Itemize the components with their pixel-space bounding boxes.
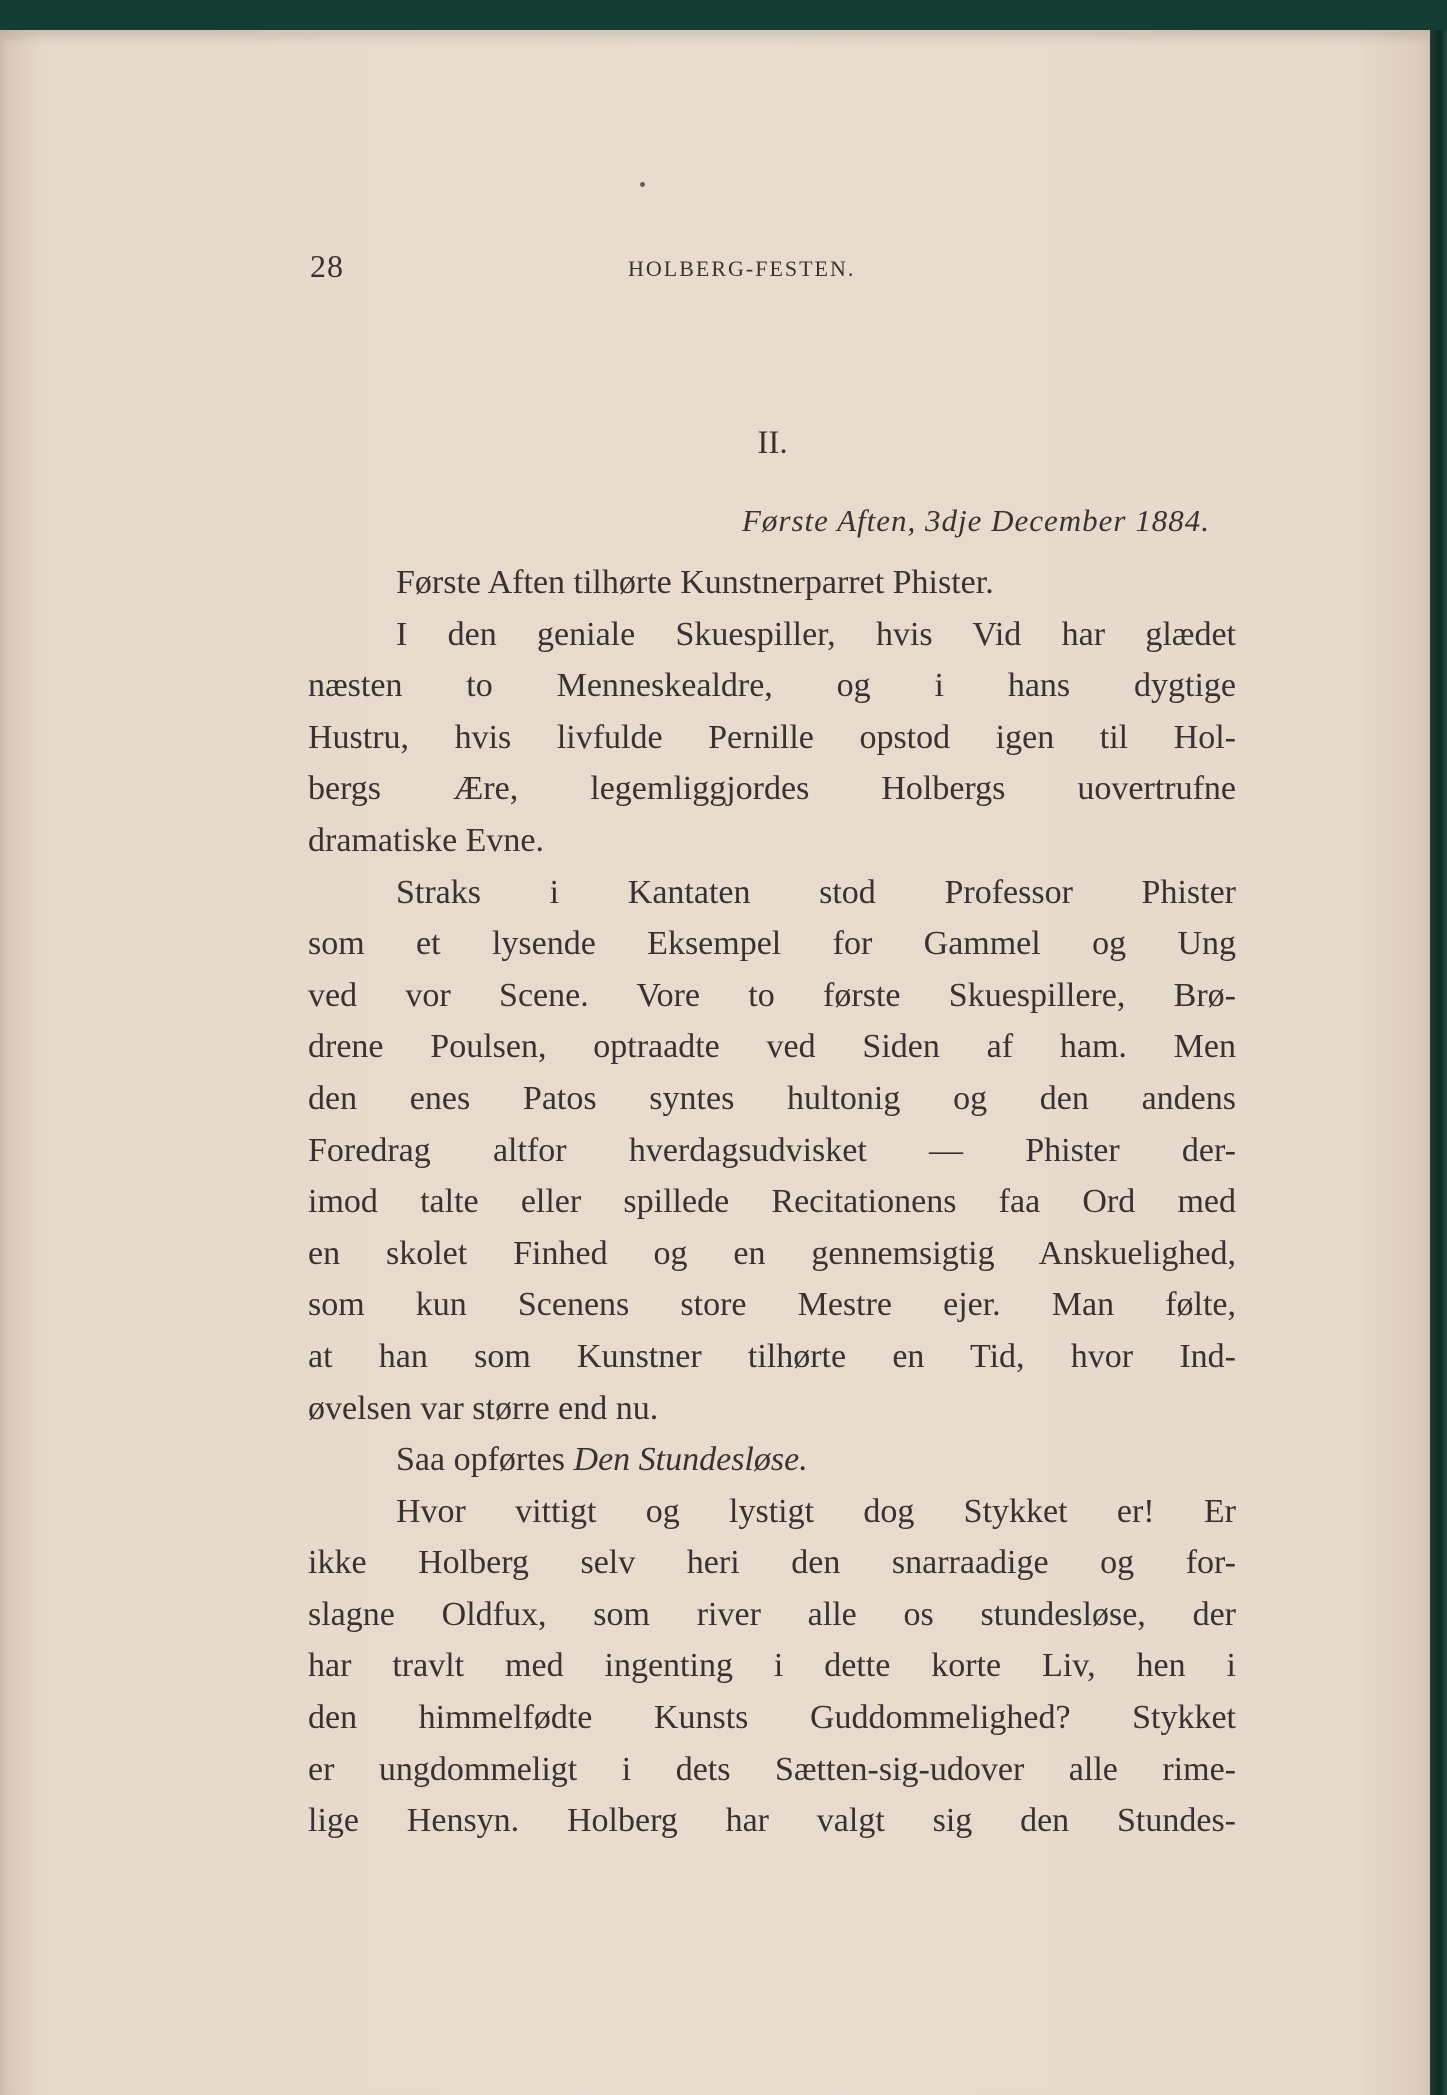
text-line: Straks i Kantaten stod Professor Phister [396, 873, 1236, 911]
text-line: Foredrag altfor hverdagsudvisket — Phister der- [308, 1131, 1236, 1169]
text-line: dramatiske Evne. [308, 821, 545, 859]
paper-speck [640, 182, 645, 187]
dateline: Første Aften, 3dje December 1884. [741, 503, 1210, 538]
text-line: drene Poulsen, optraadte ved Siden af ham. Men [308, 1028, 1236, 1066]
text-line: øvelsen var større end nu. [308, 1389, 659, 1427]
text-line: næsten to Menneskealdre, og i hans dygtige [308, 667, 1236, 705]
text-line: den himmelfødte Kunsts Guddommelighed? Stykket [308, 1699, 1236, 1737]
text-line: at han som Kunstner tilhørte en Tid, hvor Ind- [308, 1337, 1236, 1375]
text-line: en skolet Finhed og en gennemsigtig Anskuelighed, [308, 1234, 1236, 1272]
play-title: Den Stundesløse. [573, 1441, 808, 1479]
text-line [308, 1434, 1236, 1486]
text-line: Hustru, hvis livfulde Pernille opstod igen til Hol- [308, 718, 1236, 756]
text-line: imod talte eller spillede Recitationens faa Ord med [308, 1183, 1236, 1221]
running-title: HOLBERG-FESTEN. [628, 256, 856, 281]
text-line: Hvor vittigt og lystigt dog Stykket er! Er [396, 1492, 1236, 1530]
text-prefix: Saa opførtes [396, 1441, 574, 1479]
text-line: lige Hensyn. Holberg har valgt sig den Stundes- [308, 1802, 1236, 1840]
text-line: er ungdommeligt i dets Sætten-sig-udover alle rime- [308, 1750, 1236, 1788]
text-line: ved vor Scene. Vore to første Skuespillere, Brø- [308, 976, 1236, 1014]
running-head [310, 248, 920, 288]
book-cover-edge [1430, 30, 1447, 2095]
page-number: 28 [310, 248, 344, 284]
text-line: ikke Holberg selv heri den snarraadige og for- [308, 1544, 1236, 1582]
text-line: som et lysende Eksempel for Gammel og Ung [308, 925, 1236, 963]
text-line: bergs Ære, legemliggjordes Holbergs uovertrufne [308, 770, 1236, 808]
body-text [308, 557, 1236, 1847]
text-line: Første Aften tilhørte Kunstnerparret Phister. [396, 564, 994, 601]
text-line: som kun Scenens store Mestre ejer. Man følte, [308, 1286, 1236, 1324]
section-number: II. [757, 425, 788, 461]
text-line: har travlt med ingenting i dette korte Liv, hen i [308, 1647, 1236, 1685]
text-line: slagne Oldfux, som river alle os stundesløse, der [308, 1595, 1236, 1633]
text-line: I den geniale Skuespiller, hvis Vid har glædet [396, 615, 1236, 653]
text-line: den enes Patos syntes hultonig og den andens [308, 1079, 1236, 1117]
